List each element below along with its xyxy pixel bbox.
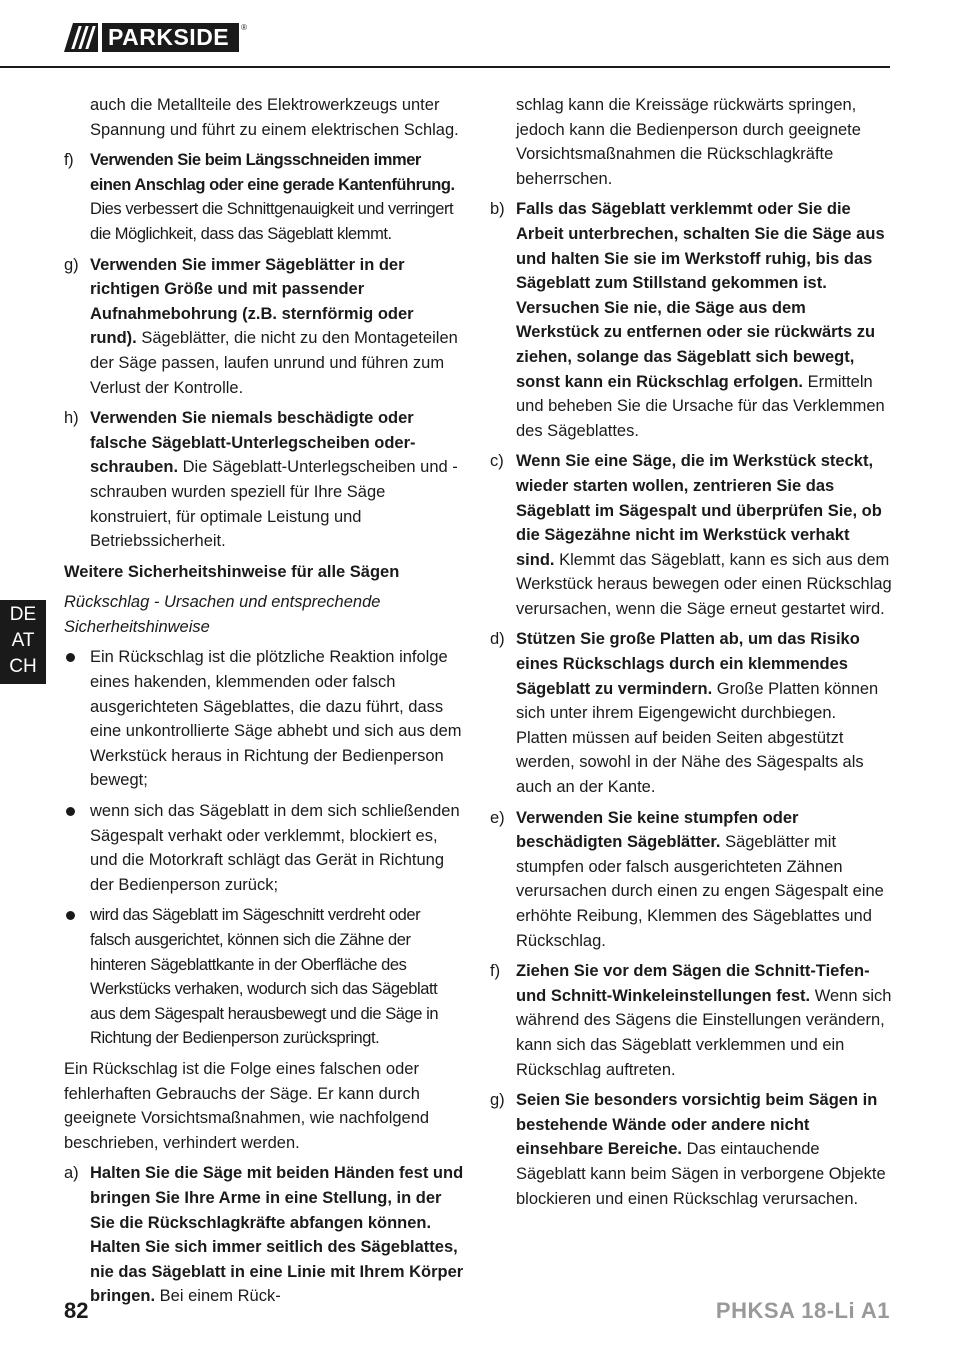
bullet-item [64, 645, 464, 793]
bullet-icon [64, 645, 90, 793]
intro-continuation: auch die Metallteile des Elektrowerkzeugs unter Spannung und führt zu einem elektrischen Schlag. [90, 96, 459, 139]
item-text: Wenn sich während des Sägens die Einstellungen verändern, kann sich das Sägeblatt verklemmen und ein Rückschlag auftreten. [516, 986, 892, 1079]
item-bold: Seien Sie besonders vorsichtig beim Sägen in bestehende Wände oder andere nicht einsehbare Bereiche. [516, 1091, 878, 1159]
bullet-text: Ein Rückschlag ist die plötzliche Reaktion infolge eines hakenden, klemmenden oder falsch ausgerichteten Sägeblattes, die dazu führt, dass eine unkontrollierte Säge abhebt und sich aus dem Werkstück heraus in Richtung der Bedienperson bewegt; [90, 648, 462, 790]
bullet-item [64, 799, 464, 897]
item-text: Ermitteln und beheben Sie die Ursache für das Verklemmen des Sägeblattes. [516, 372, 885, 440]
item-text: Klemmt das Sägeblatt, kann es sich aus dem Werkstück heraus bewegen oder einen Rückschlag verursachen, wenn die Säge erneut gestartet wird. [516, 550, 892, 618]
item-text: Dies verbessert die Schnittgenauigkeit und verringert die Möglichkeit, dass das Sägeblatt klemmt. [90, 200, 454, 243]
item-a [64, 1161, 464, 1309]
item-label: g) [64, 255, 79, 274]
item-text: Große Platten können sich unter ihrem Eigengewicht durchbiegen. Platten müssen auf beiden Seiten abgestützt werden, sowohl in der Nähe des Sägespalts als auch an der Kante. [516, 679, 879, 797]
item-bold: Verwenden Sie keine stumpfen oder beschädigten Sägeblätter. [516, 808, 799, 852]
section-heading: Weitere Sicherheitshinweise für alle Sägen [64, 562, 400, 581]
item-d [490, 627, 892, 799]
item-bold: Falls das Sägeblatt verklemmt oder Sie die Arbeit unterbrechen, schalten Sie die Säge aus und halten Sie sie im Werkstoff ruhig, bis das Sägeblatt zum Stillstand gekommen ist. Versuchen Sie nie, die Säge aus dem Werkstück zu entfernen oder sie rückwärts zu ziehen, solange das Sägeblatt sich bewegt, sonst kann ein Rückschlag erfolgen. [516, 200, 885, 391]
item-label: h) [64, 409, 79, 428]
language-ch: CH [9, 656, 37, 677]
parkside-logo [64, 23, 247, 52]
page-number: 82 [64, 1298, 89, 1323]
item-f [490, 959, 892, 1082]
item-label: b) [490, 200, 505, 219]
item-text: Sägeblätter, die nicht zu den Montageteilen der Säge passen, laufen unrund und führen zum Verlust der Kontrolle. [90, 329, 458, 397]
item-label: a) [64, 1164, 79, 1183]
item-bold: Ziehen Sie vor dem Sägen die Schnitt-Tiefen- und Schnitt-Winkeleinstellungen fest. [516, 962, 870, 1005]
bullet-icon [64, 903, 90, 1051]
section-subheading: Rückschlag - Ursachen und entsprechende Sicherheitshinweise [64, 593, 381, 636]
item-label: f) [64, 151, 74, 170]
item-text: Das eintauchende Sägeblatt kann beim Sägen in verborgene Objekte blockieren und einen Rückschlag verursachen. [516, 1140, 886, 1208]
item-f [64, 148, 464, 246]
item-e [490, 806, 892, 954]
item-g [64, 253, 464, 401]
bullet-icon [64, 799, 90, 897]
language-de: DE [9, 604, 37, 625]
item-text: Die Sägeblatt-Unterlegscheiben und - schrauben wurden speziell für Ihre Säge konstruiert, für optimale Leistung und Betriebssicherheit. [90, 458, 458, 551]
item-g [490, 1088, 892, 1211]
item-label: c) [490, 452, 504, 471]
item-bold: Halten Sie die Säge mit beiden Händen fest und bringen Sie Ihre Arme in eine Stellung, in der Sie die Rückschlagkräfte abfangen können. Halten Sie sich immer seitlich des Sägeblattes, nie das Sägeblatt in eine Linie mit Ihrem Körper bringen. [90, 1164, 464, 1306]
item-bold: Stützen Sie große Platten ab, um das Risiko eines Rückschlags durch ein klemmendes Sägeblatt zu vermindern. [516, 630, 860, 698]
item-label: g) [490, 1091, 505, 1110]
language-at: AT [11, 630, 35, 651]
item-b [490, 197, 892, 443]
body-paragraph: Ein Rückschlag ist die Folge eines falschen oder fehlerhaften Gebrauchs der Säge. Er kann durch geeignete Vorsichtsmaßnahmen, wie nachfolgend beschrieben, verhindert werden. [64, 1059, 430, 1152]
header-rule [0, 66, 890, 68]
item-bold: Verwenden Sie beim Längsschneiden immer einen Anschlag oder eine gerade Kantenführung. [90, 151, 455, 194]
bullet-item [64, 903, 464, 1051]
item-text: Sägeblätter mit stumpfen oder falsch ausgerichteten Zähnen verursachen durch einen zu engen Sägespalt eine erhöhte Reibung, Klemmen des Sägeblattes und Rückschlag. [516, 833, 884, 950]
language-tab [0, 600, 46, 684]
left-column [64, 93, 464, 1315]
item-bold: Wenn Sie eine Säge, die im Werkstück steckt, wieder starten wollen, zentrieren Sie das Sägeblatt im Sägespalt und überprüfen Sie, ob die Sägezähne nicht im Werkstück verhakt sind. [516, 452, 882, 569]
bullet-text: wenn sich das Sägeblatt in dem sich schließenden Sägespalt verhakt oder verklemmt, blockiert es, und die Motorkraft schlägt das Gerät in Richtung der Bedienperson zurück; [90, 802, 460, 894]
item-h [64, 406, 464, 554]
logo-wordmark: PARKSIDE [102, 23, 239, 52]
logo-slashes-icon [64, 23, 98, 52]
item-a-continuation: schlag kann die Kreissäge rückwärts springen, jedoch kann die Bedienperson durch geeignete Vorsichtsmaßnahmen die Rückschlagkräfte beherrschen. [516, 96, 861, 188]
registered-mark: ® [241, 23, 248, 32]
item-label: d) [490, 630, 505, 649]
item-c [490, 449, 892, 621]
item-bold: Verwenden Sie niemals beschädigte oder falsche Sägeblatt-Unterlegscheiben oder-schrauben. [90, 409, 416, 477]
item-bold: Verwenden Sie immer Sägeblätter in der richtigen Größe und mit passender Aufnahmebohrung (z.B. sternförmig oder rund). [90, 255, 414, 348]
bullet-text: wird das Sägeblatt im Sägeschnitt verdreht oder falsch ausgerichtet, können sich die Zähne der hinteren Sägeblattkante in der Oberfläche des Werkstücks verhaken, wodurch sich das Sägeblatt aus dem Sägespalt herausbewegt und die Säge in Richtung der Bedienperson zurückspringt. [90, 906, 439, 1048]
right-column [490, 93, 892, 1217]
item-label: e) [490, 808, 505, 827]
item-text: Bei einem Rück- [155, 1287, 281, 1306]
item-label: f) [490, 962, 501, 981]
model-name: PHKSA 18-Li A1 [715, 1298, 890, 1323]
